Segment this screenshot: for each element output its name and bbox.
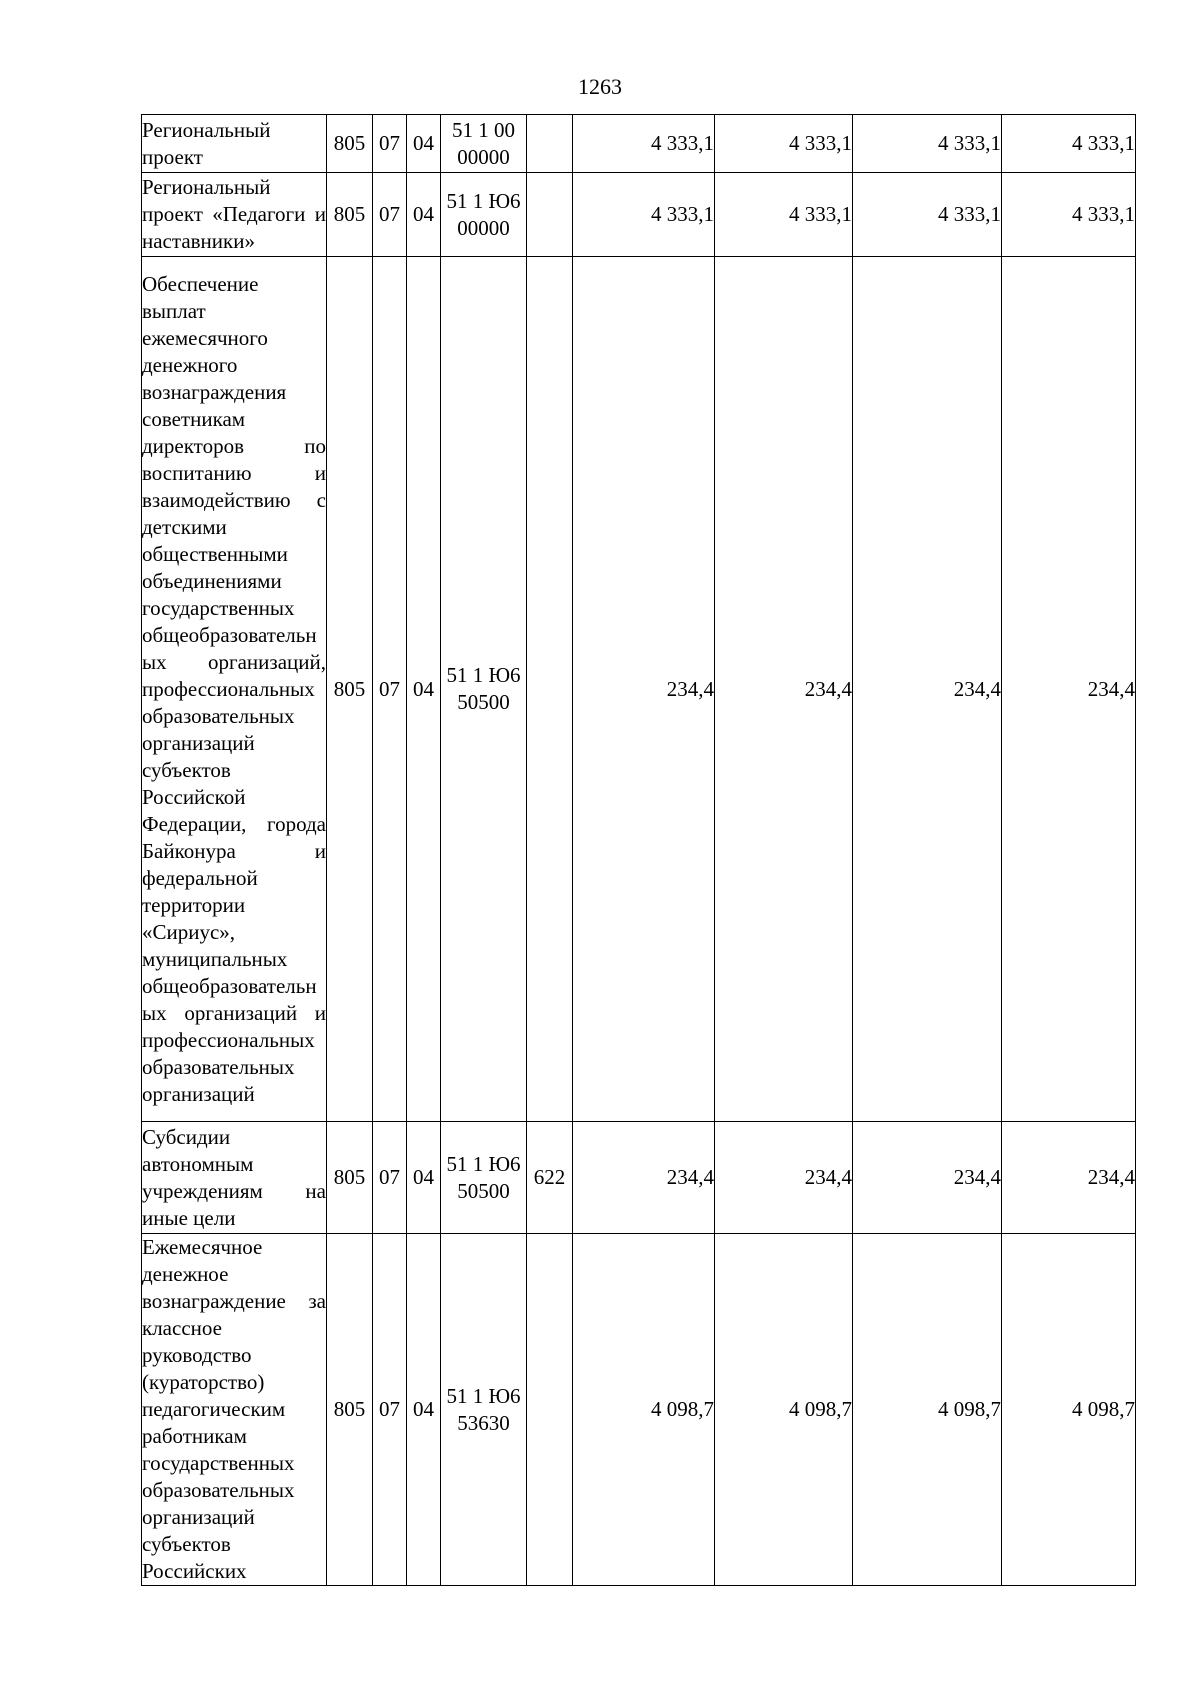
- amount-cell-1: 4 333,1: [573, 173, 715, 257]
- row-name-cell: [142, 257, 327, 1122]
- table-row: [142, 115, 1136, 173]
- page-number: 1263: [578, 74, 622, 99]
- amount-cell-4: 234,4: [1002, 257, 1136, 1122]
- amount-cell-2: 4 333,1: [715, 115, 853, 173]
- table-row: [142, 173, 1136, 257]
- target-code-cell: 51 1 00 00000: [441, 115, 527, 173]
- target-code-cell: 51 1 Ю6 53630: [441, 1234, 527, 1586]
- row-name: Субсидии автономным учреждениям на иные цели: [142, 1124, 326, 1230]
- target-code-cell: 51 1 Ю6 50500: [441, 257, 527, 1122]
- amount-cell-4: 4 333,1: [1002, 115, 1136, 173]
- expense-type-cell: 622: [527, 1122, 573, 1234]
- amount-cell-4: 4 333,1: [1002, 173, 1136, 257]
- expense-type-cell: [527, 115, 573, 173]
- row-name-cell: [142, 115, 327, 173]
- section-code-cell: 07: [373, 257, 407, 1122]
- subsection-code-cell: 04: [407, 1122, 441, 1234]
- amount-cell-2: 4 098,7: [715, 1234, 853, 1586]
- ministry-code-cell: 805: [327, 173, 373, 257]
- subsection-code-cell: 04: [407, 115, 441, 173]
- section-code-cell: 07: [373, 1122, 407, 1234]
- section-code-cell: 07: [373, 1234, 407, 1586]
- amount-cell-2: 4 333,1: [715, 173, 853, 257]
- subsection-code-cell: 04: [407, 257, 441, 1122]
- section-code-cell: 07: [373, 115, 407, 173]
- amount-cell-3: 4 333,1: [853, 173, 1002, 257]
- row-name: Региональный проект «Педагоги и наставники»: [142, 175, 326, 253]
- target-code-cell: 51 1 Ю6 00000: [441, 173, 527, 257]
- ministry-code-cell: 805: [327, 1234, 373, 1586]
- ministry-code-cell: 805: [327, 115, 373, 173]
- amount-cell-4: 234,4: [1002, 1122, 1136, 1234]
- budget-table: [141, 114, 1136, 1586]
- row-name: Ежемесячное денежное вознаграждение за классное руководство (кураторство) педагогическим работникам государственных образовательных организаций субъектов Российских: [142, 1235, 326, 1583]
- table-row: [142, 1234, 1136, 1586]
- expense-type-cell: [527, 1234, 573, 1586]
- row-name-cell: [142, 173, 327, 257]
- table-row: [142, 257, 1136, 1122]
- amount-cell-3: 4 098,7: [853, 1234, 1002, 1586]
- amount-cell-3: 234,4: [853, 1122, 1002, 1234]
- amount-cell-1: 234,4: [573, 1122, 715, 1234]
- expense-type-cell: [527, 257, 573, 1122]
- row-name-cell: [142, 1234, 327, 1586]
- amount-cell-1: 4 098,7: [573, 1234, 715, 1586]
- subsection-code-cell: 04: [407, 173, 441, 257]
- target-code-cell: 51 1 Ю6 50500: [441, 1122, 527, 1234]
- ministry-code-cell: 805: [327, 1122, 373, 1234]
- amount-cell-4: 4 098,7: [1002, 1234, 1136, 1586]
- amount-cell-2: 234,4: [715, 1122, 853, 1234]
- row-name: Обеспечение выплат ежемесячного денежного вознаграждения советникам директоров по воспитанию и взаимодействию с детскими общественными объединениями государственных общеобразовательных организаций, профессиональных образовательных организаций субъектов Российской Федерации, города Байконура и федеральной территории «Сириус», муниципальных общеобразовательных организаций и профессиональных образовательных организаций: [142, 271, 326, 1106]
- row-name-cell: [142, 1122, 327, 1234]
- ministry-code-cell: 805: [327, 257, 373, 1122]
- section-code-cell: 07: [373, 173, 407, 257]
- amount-cell-3: 4 333,1: [853, 115, 1002, 173]
- amount-cell-2: 234,4: [715, 257, 853, 1122]
- amount-cell-1: 4 333,1: [573, 115, 715, 173]
- table-row: [142, 1122, 1136, 1234]
- subsection-code-cell: 04: [407, 1234, 441, 1586]
- amount-cell-3: 234,4: [853, 257, 1002, 1122]
- expense-type-cell: [527, 173, 573, 257]
- row-name: Региональный проект: [142, 117, 271, 169]
- amount-cell-1: 234,4: [573, 257, 715, 1122]
